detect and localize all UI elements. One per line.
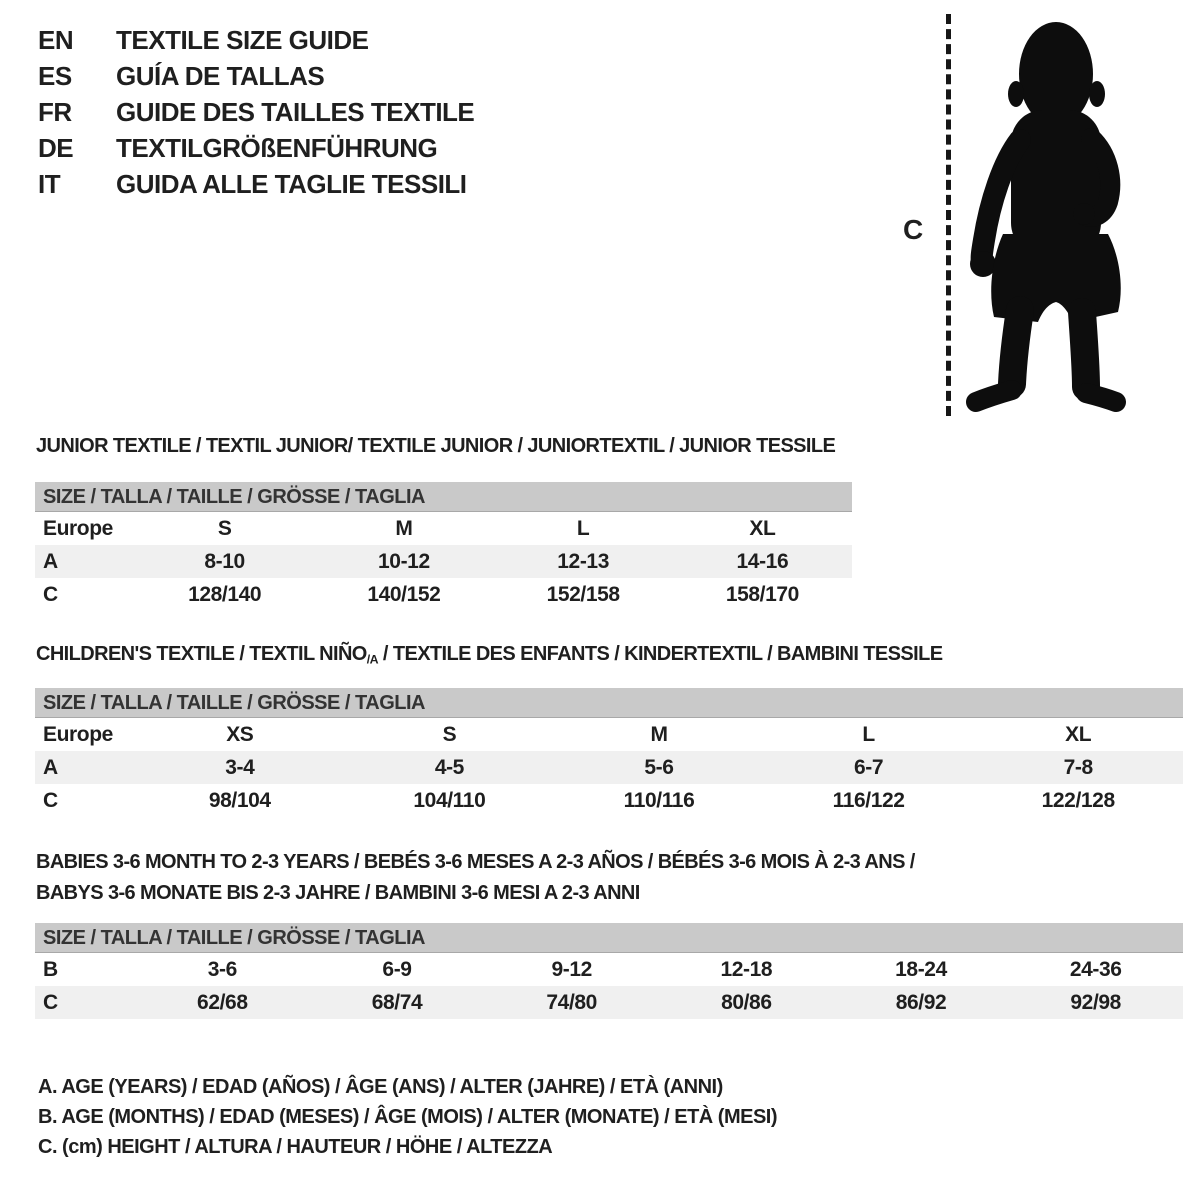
guide-title: GUÍA DE TALLAS xyxy=(116,61,325,91)
language-title-list xyxy=(38,22,474,202)
section-title-text: BABIES 3-6 MONTH TO 2-3 YEARS / BEBÉS 3-6 MESES A 2-3 AÑOS / BÉBÉS 3-6 MOIS À 2-3 ANS / xyxy=(36,851,915,873)
table-row xyxy=(35,953,1183,986)
table-cell: 6-9 xyxy=(382,958,412,981)
table-cell: 152/158 xyxy=(546,583,620,606)
list-item xyxy=(38,130,474,166)
legend-line-c: C. (cm) HEIGHT / ALTURA / HAUTEUR / HÖHE / ALTEZZA xyxy=(38,1136,553,1158)
table-cell: 68/74 xyxy=(371,991,423,1014)
table-cell: 4-5 xyxy=(434,756,464,779)
language-code: IT xyxy=(38,169,61,199)
table-cell: L xyxy=(576,517,590,540)
table-cell: 12-13 xyxy=(557,550,609,573)
table-row xyxy=(35,986,1183,1019)
junior-size-table xyxy=(35,482,852,611)
guide-title: TEXTILGRÖßENFÜHRUNG xyxy=(116,133,438,163)
table-cell: 86/92 xyxy=(895,991,947,1014)
height-measure-line xyxy=(946,14,951,416)
table-cell: 62/68 xyxy=(197,991,248,1014)
row-label: Europe xyxy=(43,517,113,540)
table-cell: XL xyxy=(1065,723,1092,746)
row-label: A xyxy=(43,550,58,573)
table-cell: 24-36 xyxy=(1069,958,1122,981)
legend-line-a: A. AGE (YEARS) / EDAD (AÑOS) / ÂGE (ANS) / ALTER (JAHRE) / ETÀ (ANNI) xyxy=(38,1076,723,1098)
table-cell: 128/140 xyxy=(188,583,262,606)
language-code: ES xyxy=(38,61,72,91)
row-label: C xyxy=(43,991,58,1014)
height-measure-label: C xyxy=(903,214,924,245)
table-cell: 5-6 xyxy=(644,756,674,779)
row-label: Europe xyxy=(43,723,113,746)
table-row xyxy=(35,751,1183,784)
table-cell: S xyxy=(442,723,457,746)
guide-title: TEXTILE SIZE GUIDE xyxy=(116,25,369,55)
table-cell: 92/98 xyxy=(1070,991,1121,1014)
language-code: DE xyxy=(38,133,74,163)
table-cell: 3-4 xyxy=(225,756,255,779)
table-cell: 116/122 xyxy=(832,789,905,812)
row-label: C xyxy=(43,789,58,812)
table-cell: 158/170 xyxy=(725,583,799,606)
measure-legend xyxy=(38,1072,777,1162)
table-cell: 110/116 xyxy=(623,789,695,812)
legend-line-b: B. AGE (MONTHS) / EDAD (MESES) / ÂGE (MOIS) / ALTER (MONATE) / ETÀ (MESI) xyxy=(38,1106,778,1128)
table-row xyxy=(35,784,1183,817)
table-cell: 14-16 xyxy=(736,550,789,573)
table-cell: S xyxy=(217,517,232,540)
section-title-children xyxy=(36,643,942,666)
section-title-junior xyxy=(36,435,835,458)
section-title-text: JUNIOR TEXTILE / TEXTIL JUNIOR/ TEXTILE JUNIOR / JUNIORTEXTIL / JUNIOR TESSILE xyxy=(36,435,836,457)
list-item xyxy=(38,58,474,94)
size-header-band: SIZE / TALLA / TAILLE / GRÖSSE / TAGLIA xyxy=(35,482,852,512)
table-row xyxy=(35,718,1183,751)
section-title-text: CHILDREN'S TEXTILE / TEXTIL NIÑO xyxy=(36,643,367,665)
section-title-babies xyxy=(36,851,915,905)
guide-title: GUIDE DES TAILLES TEXTILE xyxy=(116,97,475,127)
table-cell: 122/128 xyxy=(1041,789,1115,812)
guide-title: GUIDA ALLE TAGLIE TESSILI xyxy=(116,169,467,199)
children-size-table xyxy=(35,688,1183,817)
table-cell: 6-7 xyxy=(854,756,884,779)
row-label: C xyxy=(43,583,58,606)
size-header-band: SIZE / TALLA / TAILLE / GRÖSSE / TAGLIA xyxy=(35,688,1183,718)
table-cell: 98/104 xyxy=(208,789,271,812)
section-title-text: BABYS 3-6 MONATE BIS 2-3 JAHRE / BAMBINI 3-6 MESI A 2-3 ANNI xyxy=(36,882,640,904)
table-cell: 9-12 xyxy=(551,958,592,981)
table-cell: 74/80 xyxy=(546,991,597,1014)
section-title-text: / TEXTILE DES ENFANTS / KINDERTEXTIL / BAMBINI TESSILE xyxy=(377,643,943,665)
table-cell: 80/86 xyxy=(721,991,772,1014)
size-header-band: SIZE / TALLA / TAILLE / GRÖSSE / TAGLIA xyxy=(35,923,1183,953)
table-cell: 12-18 xyxy=(720,958,773,981)
table-row xyxy=(35,512,852,545)
table-cell: 3-6 xyxy=(207,958,237,981)
table-row xyxy=(35,545,852,578)
list-item xyxy=(38,94,474,130)
table-cell: 104/110 xyxy=(413,789,486,812)
table-cell: 140/152 xyxy=(367,583,441,606)
babies-size-table xyxy=(35,923,1183,1019)
table-cell: XL xyxy=(749,517,776,540)
table-cell: 10-12 xyxy=(378,550,430,573)
table-cell: M xyxy=(395,517,413,540)
table-cell: 7-8 xyxy=(1063,756,1093,779)
language-code: EN xyxy=(38,25,74,55)
list-item xyxy=(38,166,474,202)
table-cell: L xyxy=(862,723,875,746)
table-cell: 8-10 xyxy=(204,550,245,573)
table-cell: M xyxy=(650,723,668,746)
list-item xyxy=(38,22,474,58)
toddler-silhouette-icon xyxy=(958,12,1136,417)
table-row xyxy=(35,578,852,611)
row-label: B xyxy=(43,958,58,981)
table-cell: XS xyxy=(226,723,254,746)
table-cell: 18-24 xyxy=(895,958,947,981)
language-code: FR xyxy=(38,97,72,127)
row-label: A xyxy=(43,756,58,779)
section-title-subscript: /A xyxy=(366,652,378,667)
